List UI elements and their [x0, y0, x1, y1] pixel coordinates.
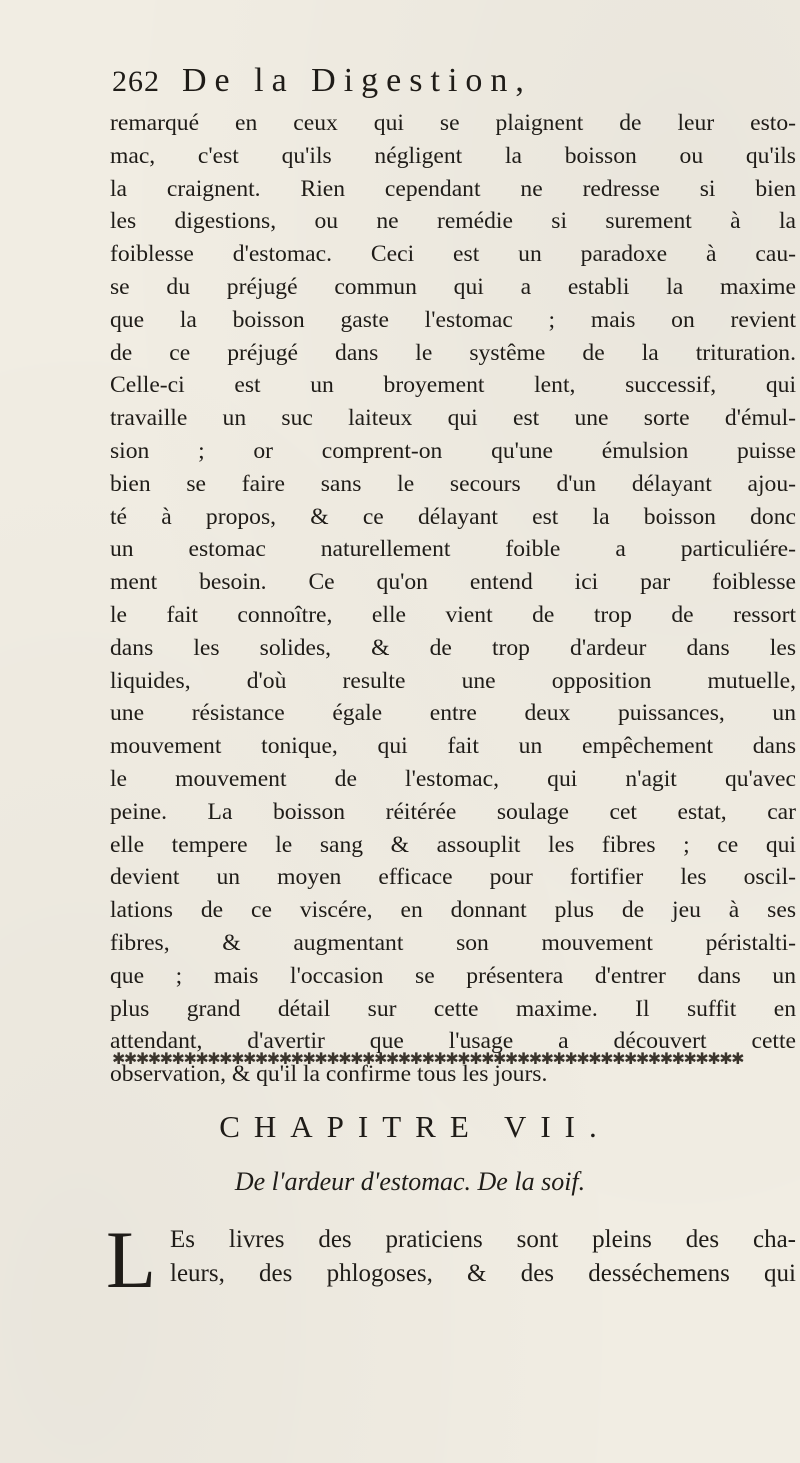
- running-head: De la Digestion,: [182, 62, 532, 99]
- text-line: que ; mais l'occasion se présentera d'entrer dans un: [110, 962, 796, 989]
- drop-capital: L: [106, 1214, 157, 1305]
- text-line: de ce préjugé dans le systême de la trituration.: [110, 339, 796, 366]
- chapter-title: CHAPITRE VII.: [219, 1109, 611, 1144]
- text-line: une résistance égale entre deux puissances, un: [110, 700, 796, 727]
- text-line: observation, & qu'il la confirme tous les jours.: [110, 1061, 548, 1088]
- text-line: Es livres des praticiens sont pleins des cha-: [170, 1226, 796, 1253]
- text-line: lations de ce viscére, en donnant plus de jeu à ses: [110, 897, 796, 924]
- text-line: té à propos, & ce délayant est la boisson donc: [110, 503, 796, 530]
- text-line: que la boisson gaste l'estomac ; mais on revient: [110, 306, 796, 333]
- text-line: devient un moyen efficace pour fortifier les oscil-: [110, 864, 796, 891]
- text-line: mac, c'est qu'ils négligent la boisson ou qu'ils: [110, 142, 796, 169]
- chapter-opening-text: [170, 1223, 796, 1291]
- text-line: le fait connoître, elle vient de trop de ressort: [110, 601, 796, 628]
- text-line: peine. La boisson réitérée soulage cet estat, car: [110, 798, 796, 825]
- text-line: fibres, & augmentant son mouvement péristalti-: [110, 929, 796, 956]
- text-line: un estomac naturellement foible a particuliére-: [110, 536, 796, 563]
- text-line: dans les solides, & de trop d'ardeur dans les: [110, 634, 796, 661]
- text-line: ment besoin. Ce qu'on entend ici par foiblesse: [110, 569, 796, 596]
- text-line: foiblesse d'estomac. Ceci est un paradoxe à cau-: [110, 241, 796, 268]
- ornamental-divider: ✱✱✱✱✱✱✱✱✱✱✱✱✱✱✱✱✱✱✱✱✱✱✱✱✱✱✱✱✱✱✱✱✱✱✱✱✱✱✱✱✱✱✱✱✱✱✱✱✱✱✱✱✱: [112, 1051, 744, 1068]
- text-line: bien se faire sans le secours d'un délayant ajou-: [110, 470, 796, 497]
- text-line: remarqué en ceux qui se plaignent de leur esto-: [110, 110, 796, 136]
- page-number: 262: [112, 65, 160, 98]
- chapter-subtitle: De l'ardeur d'estomac. De la soif.: [234, 1167, 586, 1196]
- text-line: elle tempere le sang & assouplit les fibres ; ce qui: [110, 831, 796, 858]
- text-line: sion ; or comprent-on qu'une émulsion puisse: [110, 437, 796, 464]
- text-line: travaille un suc laiteux qui est une sorte d'émul-: [110, 405, 796, 432]
- body-text: [110, 107, 796, 1091]
- text-line: Celle-ci est un broyement lent, successif, qui: [110, 372, 796, 399]
- text-line: liquides, d'où resulte une opposition mutuelle,: [110, 667, 796, 694]
- text-line: la craignent. Rien cependant ne redresse si bien: [110, 175, 796, 202]
- page-header: [112, 62, 792, 112]
- text-line: les digestions, ou ne remédie si surement à la: [110, 208, 796, 235]
- text-line: le mouvement de l'estomac, qui n'agit qu'avec: [110, 765, 796, 792]
- text-line: se du préjugé commun qui a establi la maxime: [110, 273, 796, 300]
- text-line: plus grand détail sur cette maxime. Il suffit en: [110, 995, 796, 1022]
- text-line: attendant, d'avertir que l'usage a découvert cette: [110, 1028, 796, 1055]
- text-line: leurs, des phlogoses, & des desséchemens qui: [170, 1260, 796, 1287]
- text-line: mouvement tonique, qui fait un empêchement dans: [110, 733, 796, 760]
